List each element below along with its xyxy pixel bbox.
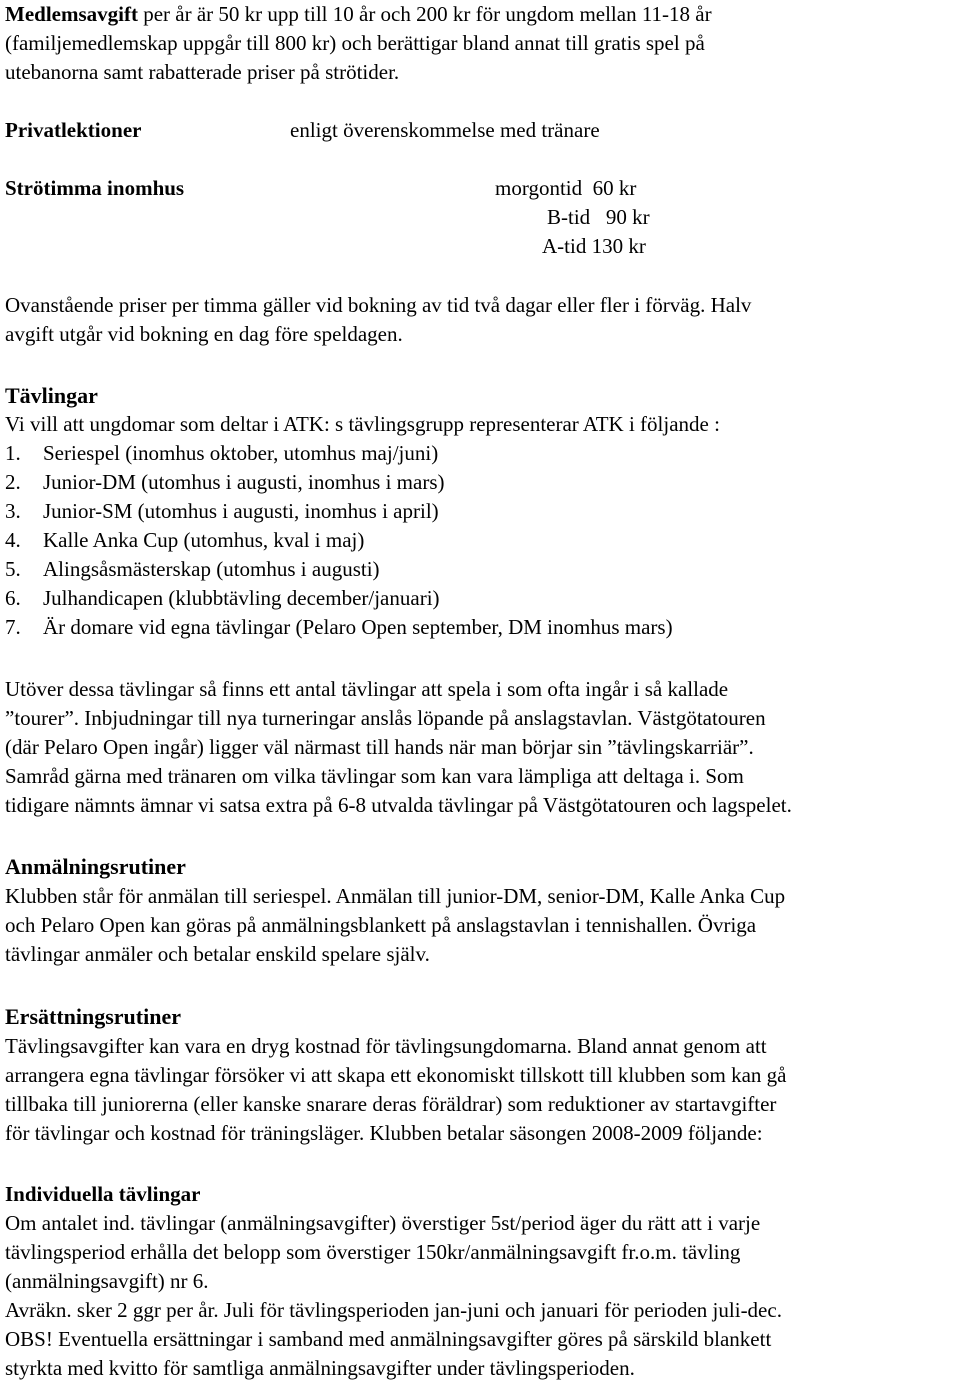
list-item-text: Junior-DM (utomhus i augusti, inomhus i mars) [43, 470, 445, 494]
indoor-hour-label: Strötimma inomhus [5, 176, 185, 200]
indoor-price-morning: morgontid 60 kr [495, 176, 637, 200]
list-item-text: Julhandicapen (klubbtävling december/januari) [43, 586, 440, 610]
tours-line-5: tidigare nämnts ämnar vi satsa extra på 6-8 utvalda tävlingar på Västgötatouren och lagspelet. [5, 793, 792, 817]
compensation-line-2: arrangera egna tävlingar försöker vi att skapa ett ekonomiskt tillskott till klubben som kan gå [5, 1063, 787, 1087]
list-item-text: Är domare vid egna tävlingar (Pelaro Open september, DM inomhus mars) [43, 615, 673, 639]
tours-line-1: Utöver dessa tävlingar så finns ett antal tävlingar att spela i som ofta ingår i så kallade [5, 677, 729, 701]
tours-line-2: ”tourer”. Inbjudningar till nya turneringar anslås löpande på anslagstavlan. Västgötatouren [5, 706, 766, 730]
list-item [5, 584, 440, 613]
list-item-text: Junior-SM (utomhus i augusti, inomhus i april) [43, 499, 439, 523]
tours-line-4: Samråd gärna med tränaren om vilka tävlingar som kan vara lämpliga att deltaga i. Som [5, 764, 744, 788]
registration-line-2: och Pelaro Open kan göras på anmälningsblankett på anslagstavlan i tennishallen. Övriga [5, 913, 757, 937]
indoor-price-a: A-tid 130 kr [542, 234, 646, 258]
list-item-number: 7. [5, 615, 21, 639]
compensation-heading: Ersättningsrutiner [5, 1004, 181, 1029]
registration-line-3: tävlingar anmäler och betalar enskild spelare själv. [5, 942, 430, 966]
list-item-text: Alingsåsmästerskap (utomhus i augusti) [43, 557, 380, 581]
individual-heading: Individuella tävlingar [5, 1182, 201, 1206]
private-lessons-value: enligt överenskommelse med tränare [290, 118, 600, 142]
competitions-heading: Tävlingar [5, 383, 98, 408]
list-item [5, 439, 438, 468]
list-item [5, 613, 673, 642]
compensation-line-4: för tävlingar och kostnad för träningsläger. Klubben betalar säsongen 2008-2009 följande: [5, 1121, 763, 1145]
membership-lead: Medlemsavgift [5, 2, 138, 26]
compensation-line-1: Tävlingsavgifter kan vara en dryg kostnad för tävlingsungdomarna. Bland annat genom att [5, 1034, 767, 1058]
list-item-number: 5. [5, 557, 21, 581]
list-item-number: 1. [5, 441, 21, 465]
list-item [5, 468, 444, 497]
private-lessons-label: Privatlektioner [5, 118, 142, 142]
individual-line-3: (anmälningsavgift) nr 6. [5, 1269, 209, 1293]
list-item-number: 4. [5, 528, 21, 552]
booking-note-line-2: avgift utgår vid bokning en dag före speldagen. [5, 322, 403, 346]
membership-line-3: utebanorna samt rabatterade priser på strötider. [5, 60, 400, 84]
list-item-number: 3. [5, 499, 21, 523]
membership-line-1-text: per år är 50 kr upp till 10 år och 200 kr för ungdom mellan 11-18 år [137, 2, 712, 26]
individual-line-2: tävlingsperiod erhålla det belopp som överstiger 150kr/anmälningsavgift fr.o.m. tävling [5, 1240, 741, 1264]
registration-line-1: Klubben står för anmälan till seriespel. Anmälan till junior-DM, senior-DM, Kalle Anka Cup [5, 884, 786, 908]
list-item-number: 6. [5, 586, 21, 610]
compensation-line-3: tillbaka till juniorerna (eller kanske snarare deras föräldrar) som reduktioner av startavgifter [5, 1092, 777, 1116]
individual-line-6: styrkta med kvitto för samtliga anmälningsavgifter under tävlingsperioden. [5, 1356, 635, 1380]
individual-line-5: OBS! Eventuella ersättningar i samband med anmälningsavgifter göres på särskild blankett [5, 1327, 772, 1351]
list-item-number: 2. [5, 470, 21, 494]
indoor-price-b: B-tid 90 kr [547, 205, 650, 229]
booking-note-line-1: Ovanstående priser per timma gäller vid bokning av tid två dagar eller fler i förväg. Halv [5, 293, 752, 317]
list-item-text: Seriespel (inomhus oktober, utomhus maj/juni) [43, 441, 439, 465]
individual-line-1: Om antalet ind. tävlingar (anmälningsavgifter) överstiger 5st/period äger du rätt att i varje [5, 1211, 761, 1235]
competitions-intro: Vi vill att ungdomar som deltar i ATK: s tävlingsgrupp representerar ATK i följande : [5, 412, 720, 436]
list-item [5, 555, 380, 584]
membership-line-1 [5, 0, 712, 29]
registration-heading: Anmälningsrutiner [5, 854, 186, 879]
list-item-text: Kalle Anka Cup (utomhus, kval i maj) [43, 528, 365, 552]
individual-line-4: Avräkn. sker 2 ggr per år. Juli för tävlingsperioden jan-juni och januari för perioden juli-dec. [5, 1298, 782, 1322]
list-item [5, 526, 364, 555]
membership-line-2: (familjemedlemskap uppgår till 800 kr) och berättigar bland annat till gratis spel på [5, 31, 705, 55]
list-item [5, 497, 439, 526]
tours-line-3: (där Pelaro Open ingår) ligger väl närmast till hands när man börjar sin ”tävlingskarriär”. [5, 735, 754, 759]
